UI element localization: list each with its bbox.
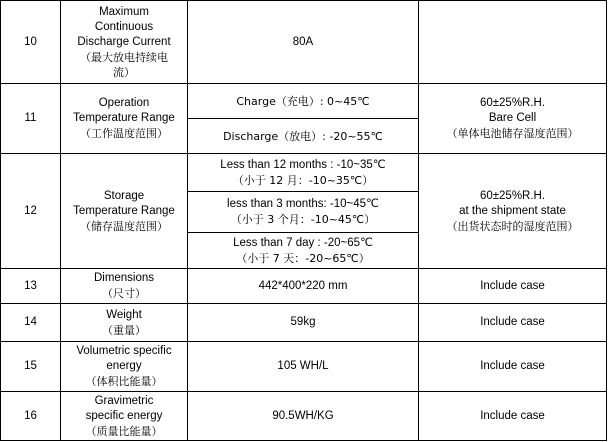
row-number: 12: [1, 154, 61, 269]
spec-value: 90.5WH/KG: [188, 392, 419, 441]
table-row: [1, 154, 607, 192]
value-line: （小于 12 月：-10~35℃）: [232, 173, 374, 187]
table-row: [1, 1, 607, 84]
spec-value: [188, 154, 419, 192]
item-name-line: specific energy: [85, 409, 163, 422]
spec-value: Discharge（放电）: -20~55℃: [188, 119, 419, 154]
spec-value: [188, 233, 419, 269]
spec-value: 80A: [188, 1, 419, 84]
spec-note: [419, 84, 607, 154]
item-name: [61, 269, 188, 304]
item-name: [61, 84, 188, 154]
note-line: 60±25%R.H.: [479, 189, 546, 202]
item-name-line: energy: [106, 360, 142, 372]
item-name-line: （储存温度范围）: [80, 219, 168, 233]
item-name-line: Dimensions: [93, 272, 155, 284]
note-line: （单体电池储存湿度范围）: [446, 127, 579, 140]
note-line: at the shipment state: [459, 204, 566, 217]
item-name-line: Temperature Range: [73, 204, 175, 217]
value-line: （小于 7 天：-20~65℃）: [236, 251, 370, 265]
note-line: （出货状态时的湿度范围）: [446, 219, 579, 233]
item-name-line: （质量比能量）: [85, 424, 163, 438]
row-number: 15: [1, 342, 61, 392]
item-name-line: Temperature Range: [73, 112, 175, 124]
item-name-line: Volumetric specific: [76, 345, 172, 357]
value-line: Less than 12 months : -10~35℃: [220, 158, 386, 171]
spec-note: Include case: [419, 342, 607, 392]
item-name-line: （尺寸）: [102, 287, 146, 300]
item-name-line: （体积比能量）: [85, 375, 163, 388]
item-name-line: （工作温度范围）: [80, 127, 168, 140]
item-name-line: Discharge Current: [77, 35, 171, 48]
item-name-line: （最大放电持续电: [80, 50, 168, 64]
table-row: [1, 392, 607, 441]
table-row: [1, 84, 607, 119]
item-name: [61, 304, 188, 342]
spec-note: Include case: [419, 304, 607, 342]
row-number: 16: [1, 392, 61, 441]
item-name-line: Continuous: [94, 20, 154, 33]
item-name-line: Storage: [103, 189, 145, 202]
row-number: 10: [1, 1, 61, 84]
item-name-line: Operation: [98, 97, 150, 109]
row-number: 14: [1, 304, 61, 342]
spec-value: Charge（充电）: 0~45℃: [188, 84, 419, 119]
note-line: 60±25%R.H.: [479, 97, 546, 109]
item-name-line: Gravimetric: [94, 394, 154, 407]
item-name: [61, 1, 188, 84]
spec-value: 59kg: [188, 304, 419, 342]
item-name: [61, 342, 188, 392]
table-row: [1, 342, 607, 392]
spec-note: Include case: [419, 269, 607, 304]
table-row: [1, 269, 607, 304]
item-name-line: （重量）: [102, 323, 146, 337]
value-line: （小于 3 个月：-10~45℃）: [230, 213, 376, 226]
spec-value: [188, 192, 419, 233]
note-line: Bare Cell: [488, 112, 537, 124]
spec-value: 105 WH/L: [188, 342, 419, 392]
value-line: less than 3 months: -10~45℃: [227, 198, 379, 210]
row-number: 11: [1, 84, 61, 154]
value-line: Less than 7 day : -20~65℃: [233, 236, 373, 249]
item-name: [61, 154, 188, 269]
item-name: [61, 392, 188, 441]
row-number: 13: [1, 269, 61, 304]
spec-note: [419, 1, 607, 84]
item-name-line: Maximum: [99, 5, 149, 18]
item-name-line: 流）: [113, 65, 135, 79]
table-row: [1, 304, 607, 342]
spec-note: [419, 154, 607, 269]
item-name-line: Weight: [106, 308, 142, 321]
spec-value: 442*400*220 mm: [188, 269, 419, 304]
spec-note: Include case: [419, 392, 607, 441]
